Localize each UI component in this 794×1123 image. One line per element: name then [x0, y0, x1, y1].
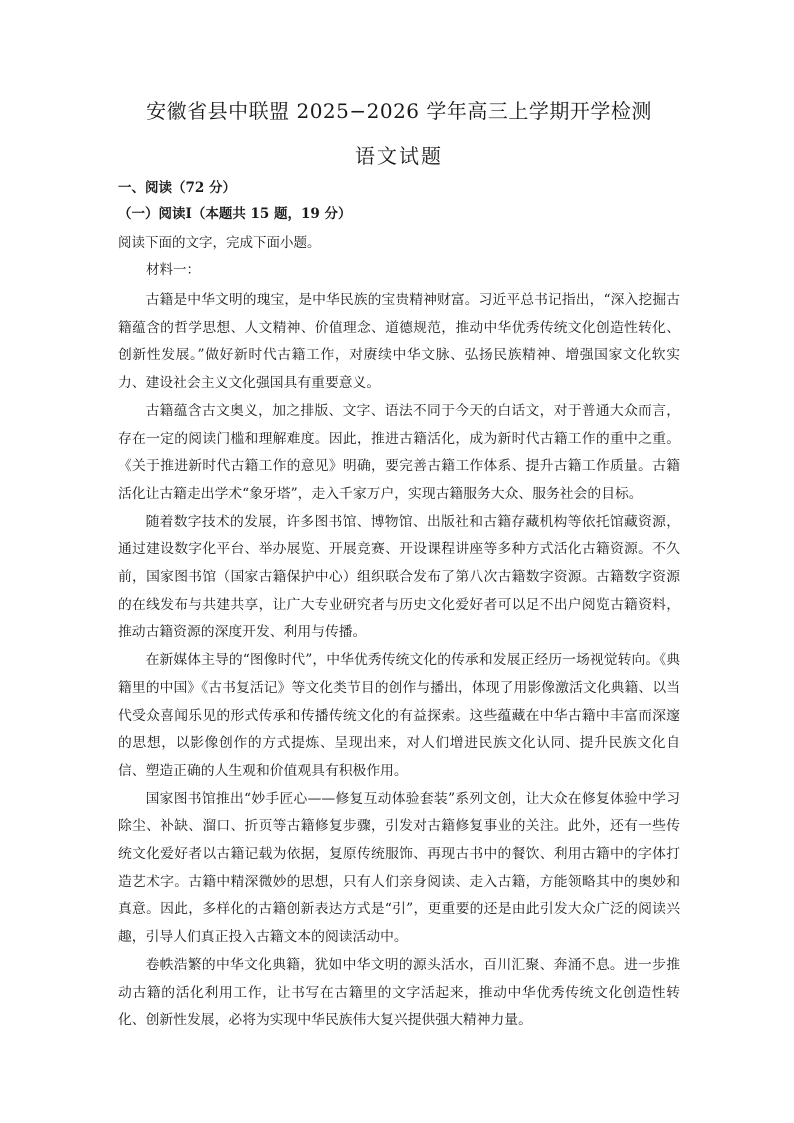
paragraph: 古籍是中华文明的瑰宝，是中华民族的宝贵精神财富。习近平总书记指出，“深入挖掘古籍蕴含的哲学思想、人文精神、价值理念、道德规范，推动中华优秀传统文化创造性转化、创新性发展。”做好新时代古籍工作，对赓续中华文脉、弘扬民族精神、增强国家文化软实力、建设社会主义文化强国具有重要意义。 [118, 292, 680, 392]
article-body [118, 287, 680, 1035]
reading-instruction: 阅读下面的文字，完成下面小题。 [118, 235, 321, 251]
subsection-heading-reading-one: （一）阅读Ⅰ（本题共 15 题，19 分） [118, 206, 352, 222]
page-title: 安徽省县中联盟 2025−2026 学年高三上学期开学检测 [146, 99, 652, 123]
paragraph: 在新媒体主导的“图像时代”，中华优秀传统文化的传承和发展正经历一场视觉转向。《典籍里的中国》《古书复活记》等文化类节目的创作与播出，体现了用影像激活文化典籍、以当代受众喜闻乐见的形式传承和传播传统文化的有益探索。这些蕴藏在中华古籍中丰富而深邃的思想，以影像创作的方式提炼、呈现出来，对人们增进民族文化认同、提升民族文化自信、塑造正确的人生观和价值观具有积极作用。 [118, 652, 680, 779]
paragraph: 随着数字技术的发展，许多图书馆、博物馆、出版社和古籍存藏机构等依托馆藏资源，通过建设数字化平台、举办展览、开展竞赛、开设课程讲座等多种方式活化古籍资源。不久前，国家图书馆（国家古籍保护中心）组织联合发布了第八次古籍数字资源。古籍数字资源的在线发布与共建共享，让广大专业研究者与历史文化爱好者可以足不出户阅览古籍资料，推动古籍资源的深度开发、利用与传播。 [118, 513, 680, 641]
paragraph: 卷帙浩繁的中华文化典籍，犹如中华文明的源头活水，百川汇聚、奔涌不息。进一步推动古籍的活化利用工作，让书写在古籍里的文字活起来，推动中华优秀传统文化创造性转化、创新性发展，必将为实现中华民族伟大复兴提供强大精神力量。 [118, 956, 680, 1029]
page-subtitle: 语文试题 [355, 144, 443, 168]
paragraph: 国家图书馆推出“妙手匠心——修复互动体验套装”系列文创，让大众在修复体验中学习除尘、补缺、溜口、折页等古籍修复步骤，引发对古籍修复事业的关注。此外，还有一些传统文化爱好者以古籍记载为依据，复原传统服饰、再现古书中的餐饮、利用古籍中的字体打造艺术字。古籍中精深微妙的思想，只有人们亲身阅读、走入古籍，方能领略其中的奥妙和真意。因此，多样化的古籍创新表达方式是“引”，更重要的还是由此引发大众广泛的阅读兴趣，引导人们真正投入古籍文本的阅读活动中。 [118, 790, 680, 946]
paragraph: 古籍蕴含古文奥义，加之排版、文字、语法不同于今天的白话文，对于普通大众而言，存在一定的阅读门槛和理解难度。因此，推进古籍活化，成为新时代古籍工作的重中之重。《关于推进新时代古籍工作的意见》明确，要完善古籍工作体系、提升古籍工作质量。古籍活化让古籍走出学术“象牙塔”，走入千家万户，实现古籍服务大众、服务社会的目标。 [118, 402, 680, 502]
material-label: 材料一： [146, 262, 200, 278]
section-heading-reading: 一、阅读（72 分） [118, 180, 236, 196]
